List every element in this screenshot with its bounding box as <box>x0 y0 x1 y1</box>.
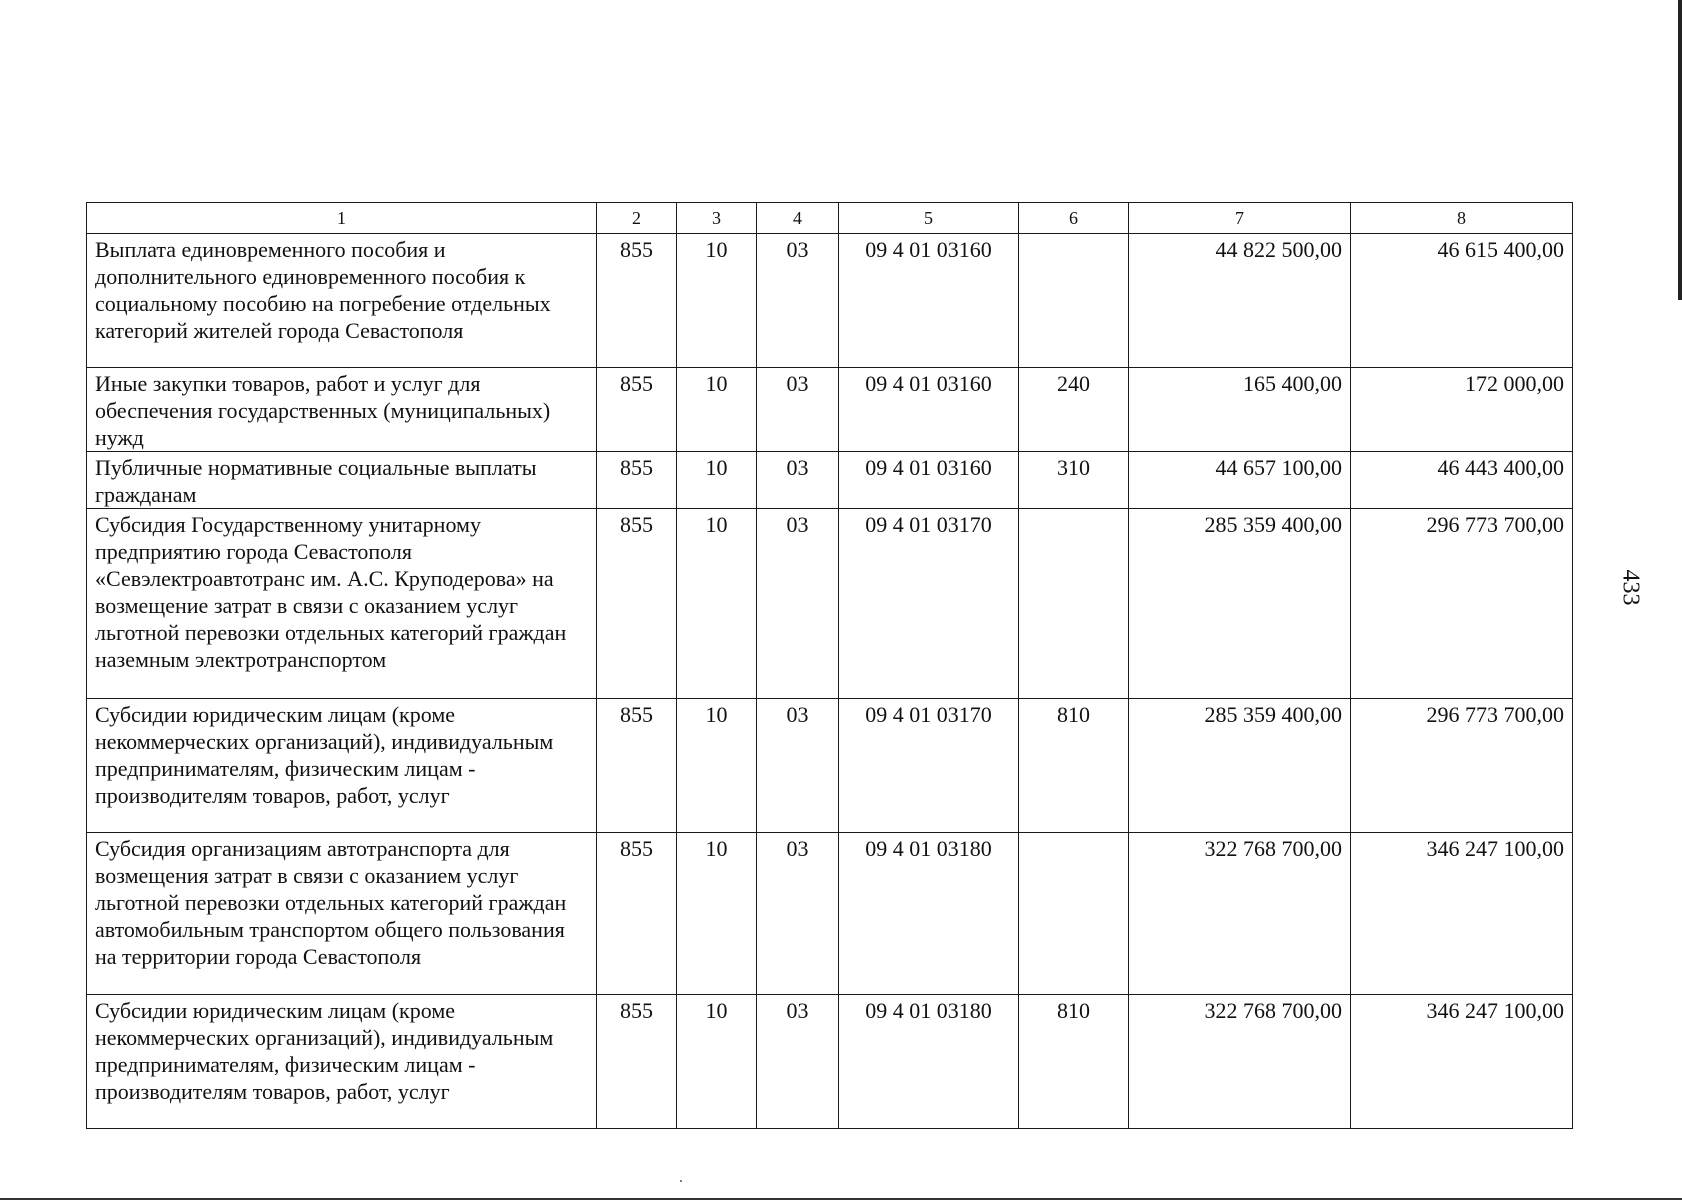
row-sum-year1: 322 768 700,00 <box>1129 833 1351 995</box>
row-vr <box>1019 509 1129 699</box>
row-sum-year2: 46 615 400,00 <box>1351 234 1573 368</box>
header-cell: 4 <box>757 203 839 234</box>
scan-speck <box>680 1180 682 1182</box>
page-number: 433 <box>1617 569 1644 606</box>
scan-edge-right <box>1678 0 1682 300</box>
table-row <box>87 509 1573 699</box>
row-csr: 09 4 01 03160 <box>839 368 1019 452</box>
row-ved: 855 <box>597 452 677 509</box>
row-ved: 855 <box>597 833 677 995</box>
table-row <box>87 699 1573 833</box>
row-pr: 03 <box>757 699 839 833</box>
row-csr: 09 4 01 03170 <box>839 509 1019 699</box>
table-row <box>87 833 1573 995</box>
row-pr: 03 <box>757 833 839 995</box>
row-name: Субсидия Государственному унитарному предприятию города Севастополя «Севэлектроавтотранс им. А.С. Круподерова» на возмещение затрат в связи с оказанием услуг льготной перевозки отдельных категорий граждан наземным электротранспортом <box>87 509 597 699</box>
row-rz: 10 <box>677 509 757 699</box>
row-name: Субсидии юридическим лицам (кроме некоммерческих организаций), индивидуальным предпринимателям, физическим лицам - производителям товаров, работ, услуг <box>87 995 597 1129</box>
row-name: Публичные нормативные социальные выплаты гражданам <box>87 452 597 509</box>
header-cell: 1 <box>87 203 597 234</box>
row-sum-year1: 44 657 100,00 <box>1129 452 1351 509</box>
header-cell: 2 <box>597 203 677 234</box>
row-csr: 09 4 01 03160 <box>839 452 1019 509</box>
table-row <box>87 995 1573 1129</box>
row-sum-year2: 172 000,00 <box>1351 368 1573 452</box>
row-vr: 310 <box>1019 452 1129 509</box>
row-ved: 855 <box>597 509 677 699</box>
header-cell: 3 <box>677 203 757 234</box>
row-pr: 03 <box>757 509 839 699</box>
row-rz: 10 <box>677 699 757 833</box>
row-ved: 855 <box>597 995 677 1129</box>
header-cell: 8 <box>1351 203 1573 234</box>
row-vr <box>1019 234 1129 368</box>
row-sum-year2: 346 247 100,00 <box>1351 995 1573 1129</box>
table-row <box>87 234 1573 368</box>
row-sum-year1: 165 400,00 <box>1129 368 1351 452</box>
header-cell: 7 <box>1129 203 1351 234</box>
row-csr: 09 4 01 03180 <box>839 995 1019 1129</box>
row-sum-year2: 296 773 700,00 <box>1351 699 1573 833</box>
row-csr: 09 4 01 03180 <box>839 833 1019 995</box>
table-header-row <box>87 203 1573 234</box>
row-rz: 10 <box>677 452 757 509</box>
row-ved: 855 <box>597 234 677 368</box>
row-csr: 09 4 01 03160 <box>839 234 1019 368</box>
row-name: Субсидия организациям автотранспорта для возмещения затрат в связи с оказанием услуг льготной перевозки отдельных категорий граждан автомобильным транспортом общего пользования на территории города Севастополя <box>87 833 597 995</box>
row-name: Иные закупки товаров, работ и услуг для обеспечения государственных (муниципальных) нужд <box>87 368 597 452</box>
budget-table <box>86 202 1573 1129</box>
header-cell: 6 <box>1019 203 1129 234</box>
row-sum-year2: 346 247 100,00 <box>1351 833 1573 995</box>
row-pr: 03 <box>757 995 839 1129</box>
row-vr: 240 <box>1019 368 1129 452</box>
row-sum-year1: 44 822 500,00 <box>1129 234 1351 368</box>
row-vr <box>1019 833 1129 995</box>
row-sum-year2: 46 443 400,00 <box>1351 452 1573 509</box>
row-csr: 09 4 01 03170 <box>839 699 1019 833</box>
row-rz: 10 <box>677 368 757 452</box>
table-row <box>87 368 1573 452</box>
row-rz: 10 <box>677 234 757 368</box>
row-pr: 03 <box>757 452 839 509</box>
row-name: Субсидии юридическим лицам (кроме некоммерческих организаций), индивидуальным предпринимателям, физическим лицам - производителям товаров, работ, услуг <box>87 699 597 833</box>
row-sum-year2: 296 773 700,00 <box>1351 509 1573 699</box>
row-rz: 10 <box>677 995 757 1129</box>
row-ved: 855 <box>597 368 677 452</box>
row-name: Выплата единовременного пособия и дополнительного единовременного пособия к социальному пособию на погребение отдельных категорий жителей города Севастополя <box>87 234 597 368</box>
header-cell: 5 <box>839 203 1019 234</box>
row-ved: 855 <box>597 699 677 833</box>
row-sum-year1: 322 768 700,00 <box>1129 995 1351 1129</box>
row-sum-year1: 285 359 400,00 <box>1129 699 1351 833</box>
row-vr: 810 <box>1019 699 1129 833</box>
table-row <box>87 452 1573 509</box>
row-pr: 03 <box>757 234 839 368</box>
row-rz: 10 <box>677 833 757 995</box>
row-pr: 03 <box>757 368 839 452</box>
row-vr: 810 <box>1019 995 1129 1129</box>
row-sum-year1: 285 359 400,00 <box>1129 509 1351 699</box>
